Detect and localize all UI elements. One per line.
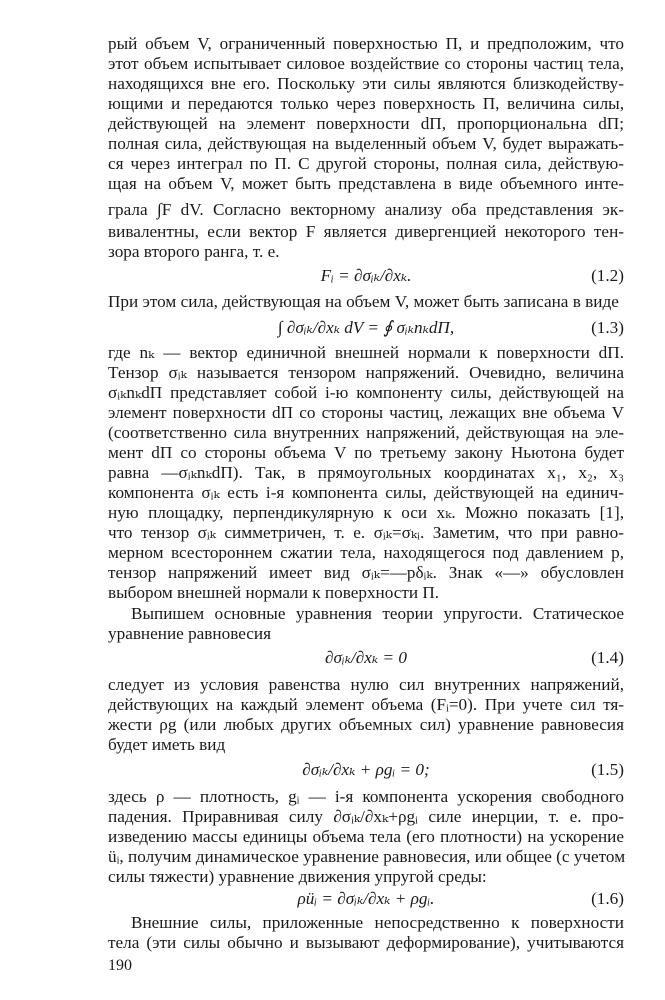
text-line: Внешние силы, приложенные непосредственно к поверхности bbox=[131, 913, 624, 932]
page-number: 190 bbox=[108, 957, 132, 974]
equation-formula: ∂σᵢₖ/∂xₖ = 0 bbox=[325, 648, 407, 667]
equation-1-5 bbox=[108, 758, 624, 782]
text-line: жести ρg (или любых других объемных сил) уравнение равновесия bbox=[108, 715, 624, 734]
text-line: падения. Приравнивая силу ∂σᵢₖ/∂xₖ+ρgᵢ силе инерции, т. е. про- bbox=[108, 807, 624, 826]
equation-formula: ∫ ∂σᵢₖ/∂xₖ dV = ∮ σᵢₖnₖdΠ, bbox=[277, 318, 455, 337]
text-line: выбором внешней нормали к поверхности Π. bbox=[108, 583, 440, 602]
text-line: здесь ρ — плотность, gᵢ — i-я компонента ускорения свободного bbox=[108, 787, 624, 806]
text-line: грала ∫F dV. Согласно векторному анализу оба представления эк- bbox=[108, 200, 624, 219]
equation-formula: Fᵢ = ∂σᵢₖ/∂xₖ. bbox=[320, 266, 412, 285]
text-line: действующих на каждый элемент объема (Fᵢ=0). При учете сил тя- bbox=[108, 695, 624, 714]
equation-1-2 bbox=[108, 264, 624, 288]
text-line: действующей на элемент поверхности dΠ, пропорциональна dΠ; bbox=[108, 114, 624, 133]
text-line: находящихся вне его. Поскольку эти силы являются близкодейству- bbox=[108, 74, 624, 93]
text-line: (соответственно сила внутренних напряжений, действующая на эле- bbox=[108, 423, 624, 442]
text-line: тела (эти силы обычно и вызывают деформирование), учитываются bbox=[108, 933, 624, 952]
equation-1-3 bbox=[108, 316, 624, 340]
text-line: ся через интеграл по Π. С другой стороны, полная сила, действую- bbox=[108, 154, 624, 173]
text-line: следует из условия равенства нулю сил внутренних напряжений, bbox=[108, 675, 624, 694]
text-line: мент dΠ со стороны объема V по третьему закону Ньютона будет bbox=[108, 443, 624, 462]
text-line: изведению массы единицы объема тела (его плотности) на ускорение bbox=[108, 827, 624, 846]
text-line: тензор напряжений имеет вид σᵢₖ=—pδᵢₖ. Знак «—» обусловлен bbox=[108, 563, 624, 582]
text-line: зора второго ранга, т. е. bbox=[108, 242, 280, 261]
text-line: σᵢₖnₖdΠ представляет собой i-ю компоненту силы, действующей на bbox=[108, 383, 624, 402]
equation-number: (1.6) bbox=[591, 889, 624, 908]
equation-1-6 bbox=[108, 887, 624, 911]
text-line: рый объем V, ограниченный поверхностью Π, и предположим, что bbox=[108, 34, 624, 53]
text-line: Выпишем основные уравнения теории упругости. Статическое bbox=[131, 604, 624, 623]
equation-formula: ∂σᵢₖ/∂xₖ + ρgᵢ = 0; bbox=[302, 760, 430, 779]
equation-number: (1.2) bbox=[591, 266, 624, 285]
equation-number: (1.4) bbox=[591, 648, 624, 667]
text-line: мерном всестороннем сжатии тела, находящегося под давлением p, bbox=[108, 543, 624, 562]
text-line: будет иметь вид bbox=[108, 735, 226, 754]
equation-1-4 bbox=[108, 646, 624, 670]
text-line: вивалентны, если вектор F является дивергенцией некоторого тен- bbox=[108, 222, 624, 241]
text-line: равна —σᵢₖnₖdΠ). Так, в прямоугольных координатах x₁, x₂, x₃ bbox=[108, 463, 624, 482]
text-line: элемент поверхности dΠ со стороны частиц, лежащих вне объема V bbox=[108, 403, 624, 422]
text-line: где nₖ — вектор единичной внешней нормали к поверхности dΠ. bbox=[108, 343, 624, 362]
text-line: üᵢ, получим динамическое уравнение равновесия, или общее (с учетом bbox=[108, 847, 626, 866]
text-line: уравнение равновесия bbox=[108, 624, 272, 643]
text-line: что тензор σᵢₖ симметричен, т. е. σᵢₖ=σₖᵢ. Заметим, что при равно- bbox=[108, 523, 624, 542]
text-line: полная сила, действующая на выделенный объем V, будет выражать- bbox=[108, 134, 624, 153]
text-line: щая на объем V, может быть представлена в виде объемного инте- bbox=[108, 174, 624, 193]
equation-number: (1.5) bbox=[591, 760, 624, 779]
text-line: этот объем испытывает силовое воздействие со стороны частиц тела, bbox=[108, 54, 624, 73]
text-line: Тензор σᵢₖ называется тензором напряжений. Очевидно, величина bbox=[108, 363, 624, 382]
text-line: ющими и передаются только через поверхность Π, величина силы, bbox=[108, 94, 624, 113]
text-line: ную площадку, перпендикулярную к оси xₖ. Можно показать [1], bbox=[108, 503, 624, 522]
equation-number: (1.3) bbox=[591, 318, 624, 337]
text-line: компонента σᵢₖ есть i-я компонента силы, действующей на единич- bbox=[108, 483, 624, 502]
text-line: При этом сила, действующая на объем V, может быть записана в виде bbox=[108, 292, 619, 311]
text-line: силы тяжести) уравнение движения упругой среды: bbox=[108, 867, 487, 886]
equation-formula: ρüᵢ = ∂σᵢₖ/∂xₖ + ρgᵢ. bbox=[297, 889, 435, 908]
